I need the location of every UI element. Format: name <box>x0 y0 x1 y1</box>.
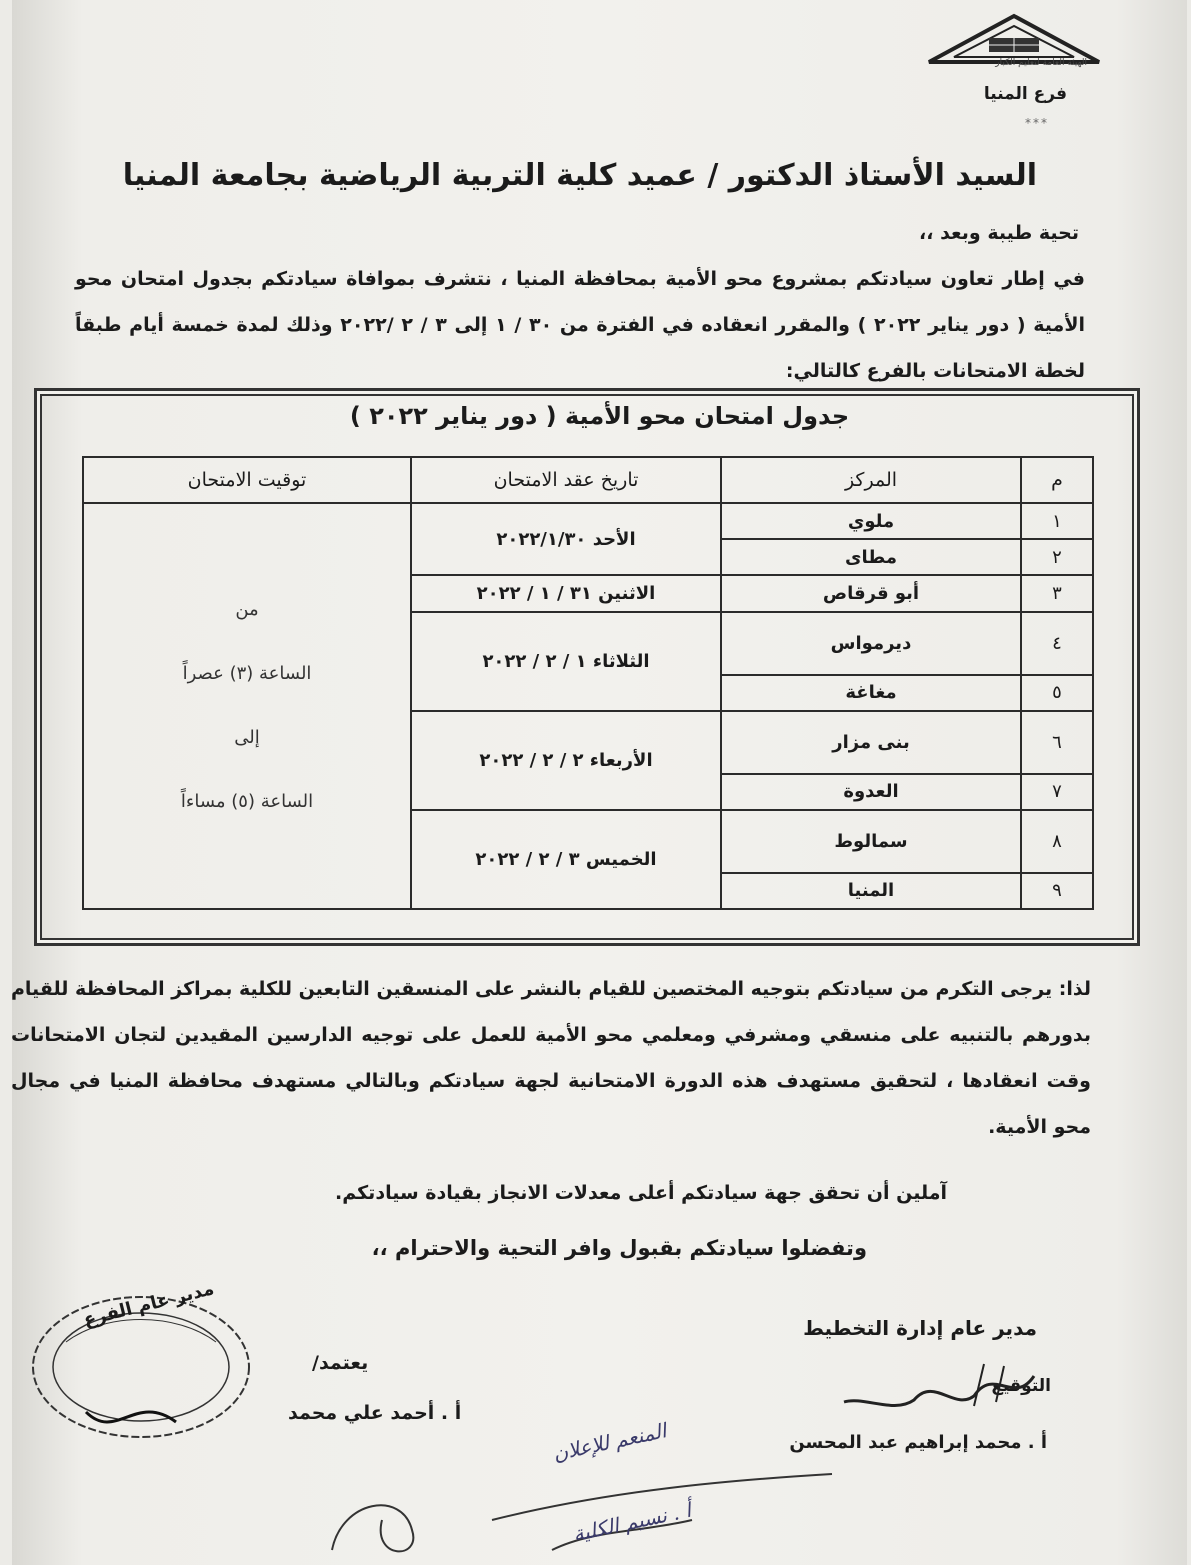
row-num: ٣ <box>1021 575 1093 611</box>
row-date: الاثنين ٣١ / ١ / ٢٠٢٢ <box>411 575 721 611</box>
letter-addressee: السيد الأستاذ الدكتور / عميد كلية التربية الرياضية بجامعة المنيا <box>122 158 1037 193</box>
row-center: سمالوط <box>721 810 1021 873</box>
header-num: م <box>1021 457 1093 503</box>
separator-stars: *** <box>1025 116 1049 130</box>
row-num: ٤ <box>1021 612 1093 675</box>
exam-time-cell <box>83 503 411 909</box>
row-center: أبو قرقاص <box>721 575 1021 611</box>
branch-name: فرع المنيا <box>983 84 1067 104</box>
table-row <box>83 503 1093 539</box>
row-center: ديرمواس <box>721 612 1021 675</box>
row-date: الأحد ٢٠٢٢/١/٣٠ <box>411 503 721 575</box>
row-center: العدوة <box>721 774 1021 810</box>
table-title: جدول امتحان محو الأمية ( دور يناير ٢٠٢٢ ) <box>349 402 850 430</box>
time-from: من <box>235 599 259 620</box>
request-paragraph: لذا: يرجى التكرم من سيادتكم بتوجيه المختصين للقيام بالنشر على المنسقين التابعين للكلية بمراكز المحافظة للقيام بدورهم بالتنبيه على منسقي ومشرفي ومعلمي محو الأمية للعمل على توجيه الدارسين المقيدين لتجان الامتحانات وقت انعقادها ، لتحقيق مستهدف هذه الدورة الامتحانية لجهة سيادتكم وبالتالي مستهدف محافظة المنيا في مجال محو الأمية. <box>11 978 1091 1138</box>
time-end: الساعة (٥) مساءاً <box>180 791 314 812</box>
stamp-title: مدير عام الفرع <box>81 1278 217 1331</box>
header-date: تاريخ عقد الامتحان <box>411 457 721 503</box>
signature-name: أ . محمد إبراهيم عبد المحسن <box>789 1432 1047 1453</box>
intro-paragraph: في إطار تعاون سيادتكم بمشروع محو الأمية بمحافظة المنيا ، نتشرف بموافاة سيادتكم بجدول امتحان محو الأمية ( دور يناير ٢٠٢٢ ) والمقرر انعقاده في الفترة من ٣٠ / ١ إلى ٣ / ٢ /٢٠٢٢ وذلك لمدة خمسة أيام طبقاً لخطة الامتحانات بالفرع كالتالي: <box>75 268 1085 382</box>
row-center: ملوي <box>721 503 1021 539</box>
handwritten-note: أ . نسيم الكلية <box>570 1497 694 1547</box>
row-center: مغاغة <box>721 675 1021 711</box>
letter-greeting: تحية طيبة وبعد ،، <box>919 222 1079 244</box>
table-header-row <box>83 457 1093 503</box>
row-num: ٥ <box>1021 675 1093 711</box>
row-num: ٨ <box>1021 810 1093 873</box>
time-to: إلى <box>234 727 260 748</box>
approve-name: أ . أحمد علي محمد <box>288 1402 462 1424</box>
row-num: ٦ <box>1021 711 1093 774</box>
closing-line: وتفضلوا سيادتكم بقبول وافر التحية والاحترام ،، <box>371 1236 867 1260</box>
time-start: الساعة (٣) عصراً <box>182 663 312 684</box>
row-center: المنيا <box>721 873 1021 909</box>
header-center: المركز <box>721 457 1021 503</box>
exam-schedule-table <box>82 456 1094 910</box>
hope-line: آملين أن تحقق جهة سيادتكم أعلى معدلات الانجاز بقيادة سيادتكم. <box>335 1182 947 1204</box>
row-date: الخميس ٣ / ٢ / ٢٠٢٢ <box>411 810 721 909</box>
row-date: الأربعاء ٢ / ٢ / ٢٠٢٢ <box>411 711 721 810</box>
signature-title: مدير عام إدارة التخطيط <box>803 1316 1037 1340</box>
approve-label: يعتمد/ <box>312 1352 369 1374</box>
row-num: ٢ <box>1021 539 1093 575</box>
organization-name: الهيئة العامة لتعليم الكبار <box>995 58 1087 68</box>
handwritten-note: المنعم للإعلان <box>550 1418 669 1466</box>
signature-label: التوقيع <box>991 1376 1051 1396</box>
header-time: توقيت الامتحان <box>83 457 411 503</box>
row-center: بنى مزار <box>721 711 1021 774</box>
row-center: مطاى <box>721 539 1021 575</box>
letter-page <box>12 0 1187 1565</box>
row-num: ٧ <box>1021 774 1093 810</box>
planning-signature-block <box>803 1316 1037 1340</box>
signature-scrawl-icon <box>834 1356 1044 1416</box>
row-num: ١ <box>1021 503 1093 539</box>
row-num: ٩ <box>1021 873 1093 909</box>
row-date: الثلاثاء ١ / ٢ / ٢٠٢٢ <box>411 612 721 711</box>
